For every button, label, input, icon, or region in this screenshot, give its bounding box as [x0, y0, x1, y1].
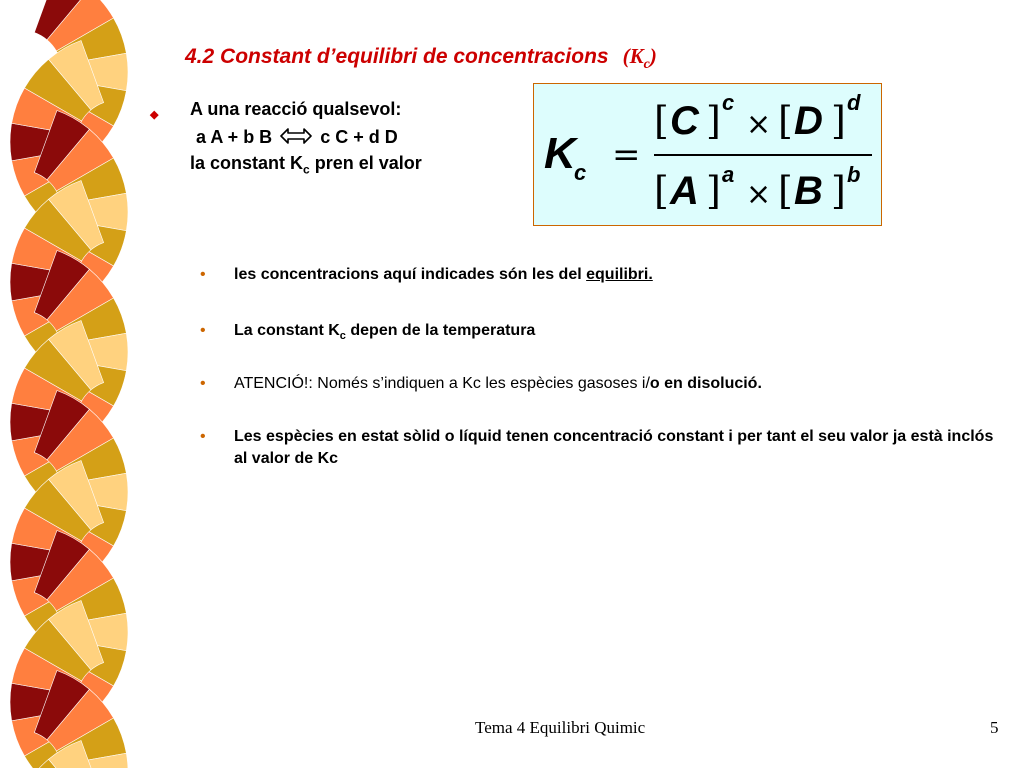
- bullet-dot-icon: •: [200, 322, 206, 339]
- conc-b: B: [794, 169, 823, 213]
- footer-title: Tema 4 Equilibri Quimic: [475, 718, 646, 737]
- exp-c: c: [722, 90, 735, 115]
- conc-c: C: [670, 99, 699, 143]
- svg-text:[: [: [654, 169, 669, 213]
- intro-line-1: A una reacció qualsevol:: [190, 99, 402, 119]
- times-sign-denominator: ×: [746, 177, 772, 212]
- kc-symbol: K: [544, 129, 576, 178]
- times-sign-numerator: ×: [746, 107, 772, 142]
- bullet-dot-icon: •: [200, 428, 206, 445]
- svg-text:]: ]: [706, 169, 721, 213]
- title-text: 4.2 Constant d’equilibri de concentracions: [185, 45, 609, 68]
- conc-d: D: [794, 99, 823, 143]
- exp-a: a: [722, 162, 735, 187]
- svg-text:[: [: [654, 99, 669, 143]
- diamond-bullet-icon: ◆: [150, 109, 159, 121]
- page-number: 5: [990, 718, 999, 737]
- svg-text:]: ]: [706, 99, 721, 143]
- bullet-dot-icon: •: [200, 266, 206, 283]
- conc-a: A: [670, 169, 699, 213]
- exp-b: b: [847, 162, 861, 187]
- bullet-dot-icon: •: [200, 375, 206, 392]
- kc-subscript: c: [574, 160, 587, 185]
- kc-formula: [534, 84, 883, 227]
- title-symbol: $(K_c)$: [622, 44, 657, 73]
- exp-d: d: [847, 90, 861, 115]
- reaction-equation: a A + b B c C + d D: [196, 127, 398, 147]
- kc-formula-box: [533, 83, 882, 226]
- svg-text:[: [: [778, 99, 793, 143]
- intro-line-3: la constant $K_c$ pren el valor: [190, 153, 422, 177]
- decorative-ribbon-border: [0, 0, 140, 768]
- equals-sign: =: [612, 135, 641, 175]
- slide-title: [185, 44, 657, 73]
- equilibrium-arrow-icon: [280, 127, 312, 145]
- svg-text:]: ]: [831, 169, 846, 213]
- svg-text:[: [: [778, 169, 793, 213]
- svg-text:]: ]: [831, 99, 846, 143]
